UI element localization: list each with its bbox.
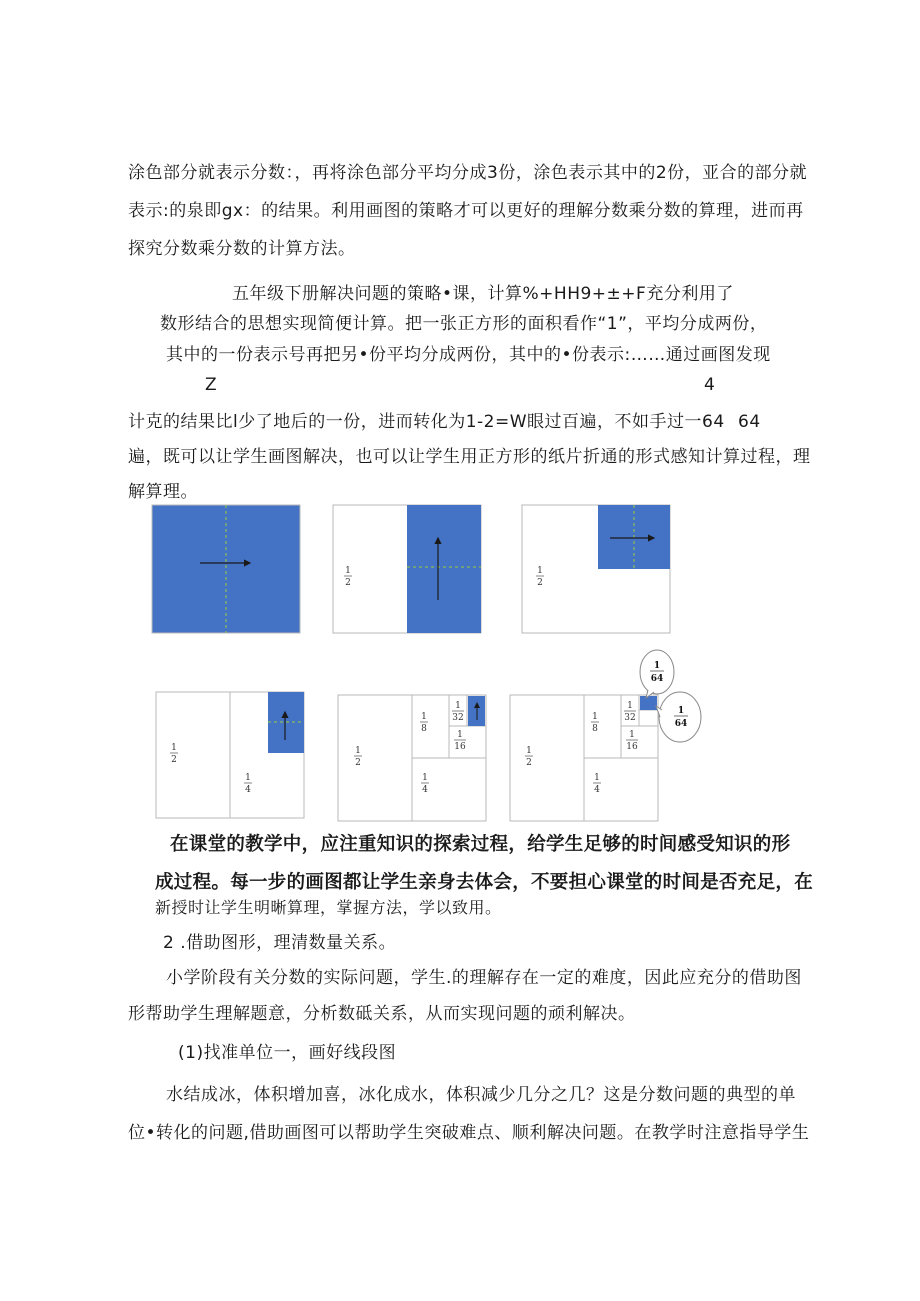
fraction-label: 2: [171, 755, 177, 765]
fraction-label: 1: [653, 661, 661, 671]
fraction-label: 32: [624, 713, 636, 723]
fraction-label: 1: [171, 743, 177, 753]
fraction-label: 1: [537, 566, 543, 576]
fraction-label: 1: [345, 566, 351, 576]
fraction-label: 32: [452, 713, 464, 723]
fraction-label: 1: [629, 730, 635, 740]
paragraph-line: 表示:的泉即gx：的结果。利用画图的策略才可以更好的理解分数乘分数的算理，进而再: [128, 201, 804, 221]
fraction-label: 2: [526, 758, 532, 768]
fraction-remnant: Z: [205, 375, 218, 395]
paragraph-line: 五年级下册解决问题的策略•课，计算%+HH9+±+F充分利用了: [232, 284, 734, 304]
panel-sixtyfourth-step: [338, 695, 486, 821]
fraction-label: 1: [457, 730, 463, 740]
fraction-label: 4: [594, 785, 600, 795]
panel-quarter: [522, 505, 670, 633]
fraction-label: 1: [592, 712, 598, 722]
fraction-label: 8: [592, 724, 598, 734]
paragraph-line: 涂色部分就表示分数：，再将涂色部分平均分成3份，涂色表示其中的2份，亚合的部分就: [128, 163, 808, 183]
fraction-label: 64: [650, 674, 664, 684]
paragraph-line: 遍，既可以让学生画图解决，也可以让学生用正方形的纸片折通的形式感知计算过程，理: [128, 447, 811, 467]
panel-half: [333, 505, 481, 633]
fraction-label: 2: [355, 758, 361, 768]
paragraph-line: 数形结合的思想实现简便计算。把一张正方形的面积看作“1”，平均分成两份，: [160, 314, 768, 334]
subsection-heading: (1)找准单位一，画好线段图: [178, 1043, 397, 1063]
paragraph-line: 成过程。每一步的画图都让学生亲身去体会，不要担心课堂的时间是否充足，在: [155, 872, 814, 893]
paragraph-line: 小学阶段有关分数的实际问题，学生.的理解存在一定的难度，因此应充分的借助图: [166, 968, 802, 988]
fraction-remnant: 64: [738, 412, 761, 432]
panel-final: [510, 650, 701, 821]
paragraph-line: 位•转化的问题,借助画图可以帮助学生突破难点、顺利解决问题。在教学时注意指导学生: [128, 1123, 810, 1143]
fraction-label: 64: [674, 719, 688, 729]
panel-eighth: [156, 692, 304, 818]
fraction-label: 2: [537, 578, 543, 588]
paragraph-line: 解算理。: [128, 482, 198, 502]
fraction-label: 1: [677, 706, 685, 716]
callout-bubble: [656, 692, 701, 742]
fraction-label: 16: [454, 742, 466, 752]
fraction-label: 1: [421, 712, 427, 722]
callout-bubble: [640, 650, 674, 698]
fraction-label: 4: [245, 785, 251, 795]
fraction-label: 1: [627, 701, 633, 711]
paragraph-line: 在课堂的教学中，应注重知识的探索过程，给学生足够的时间感受知识的形: [170, 834, 791, 855]
paragraph-line: 水结成冰，体积增加喜，冰化成水，体积减少几分之几？这是分数问题的典型的单: [166, 1085, 796, 1105]
section-heading: 2 .借助图形，理清数量关系。: [163, 933, 397, 953]
paragraph-line: 形帮助学生理解题意，分析数砥关系，从而实现问题的顽利解决。: [128, 1004, 636, 1024]
paragraph-line: 探究分数乘分数的计算方法。: [128, 239, 356, 259]
paragraph-line: 其中的一份表示号再把另•份平均分成两份，其中的•份表示:……通过画图发现: [166, 345, 771, 365]
fraction-label: 1: [594, 773, 600, 783]
fraction-label: 1: [526, 746, 532, 756]
fraction-label: 16: [626, 742, 638, 752]
fraction-label: 1: [422, 773, 428, 783]
fraction-label: 1: [355, 746, 361, 756]
fraction-label: 4: [422, 785, 428, 795]
panel-whole-square: [152, 505, 300, 633]
folding-square-figure: [148, 500, 808, 830]
paragraph-line: 新授时让学生明晰算理，掌握方法，学以致用。: [155, 898, 502, 917]
fraction-label: 8: [421, 724, 427, 734]
fraction-label: 1: [455, 701, 461, 711]
fraction-label: 1: [245, 773, 251, 783]
fraction-label: 2: [345, 578, 351, 588]
fraction-remnant: 4: [704, 375, 716, 395]
paragraph-line: 计克的结果比l少了地后的一份，进而转化为1-2=W眼过百遍，不如手过一64: [128, 412, 725, 432]
